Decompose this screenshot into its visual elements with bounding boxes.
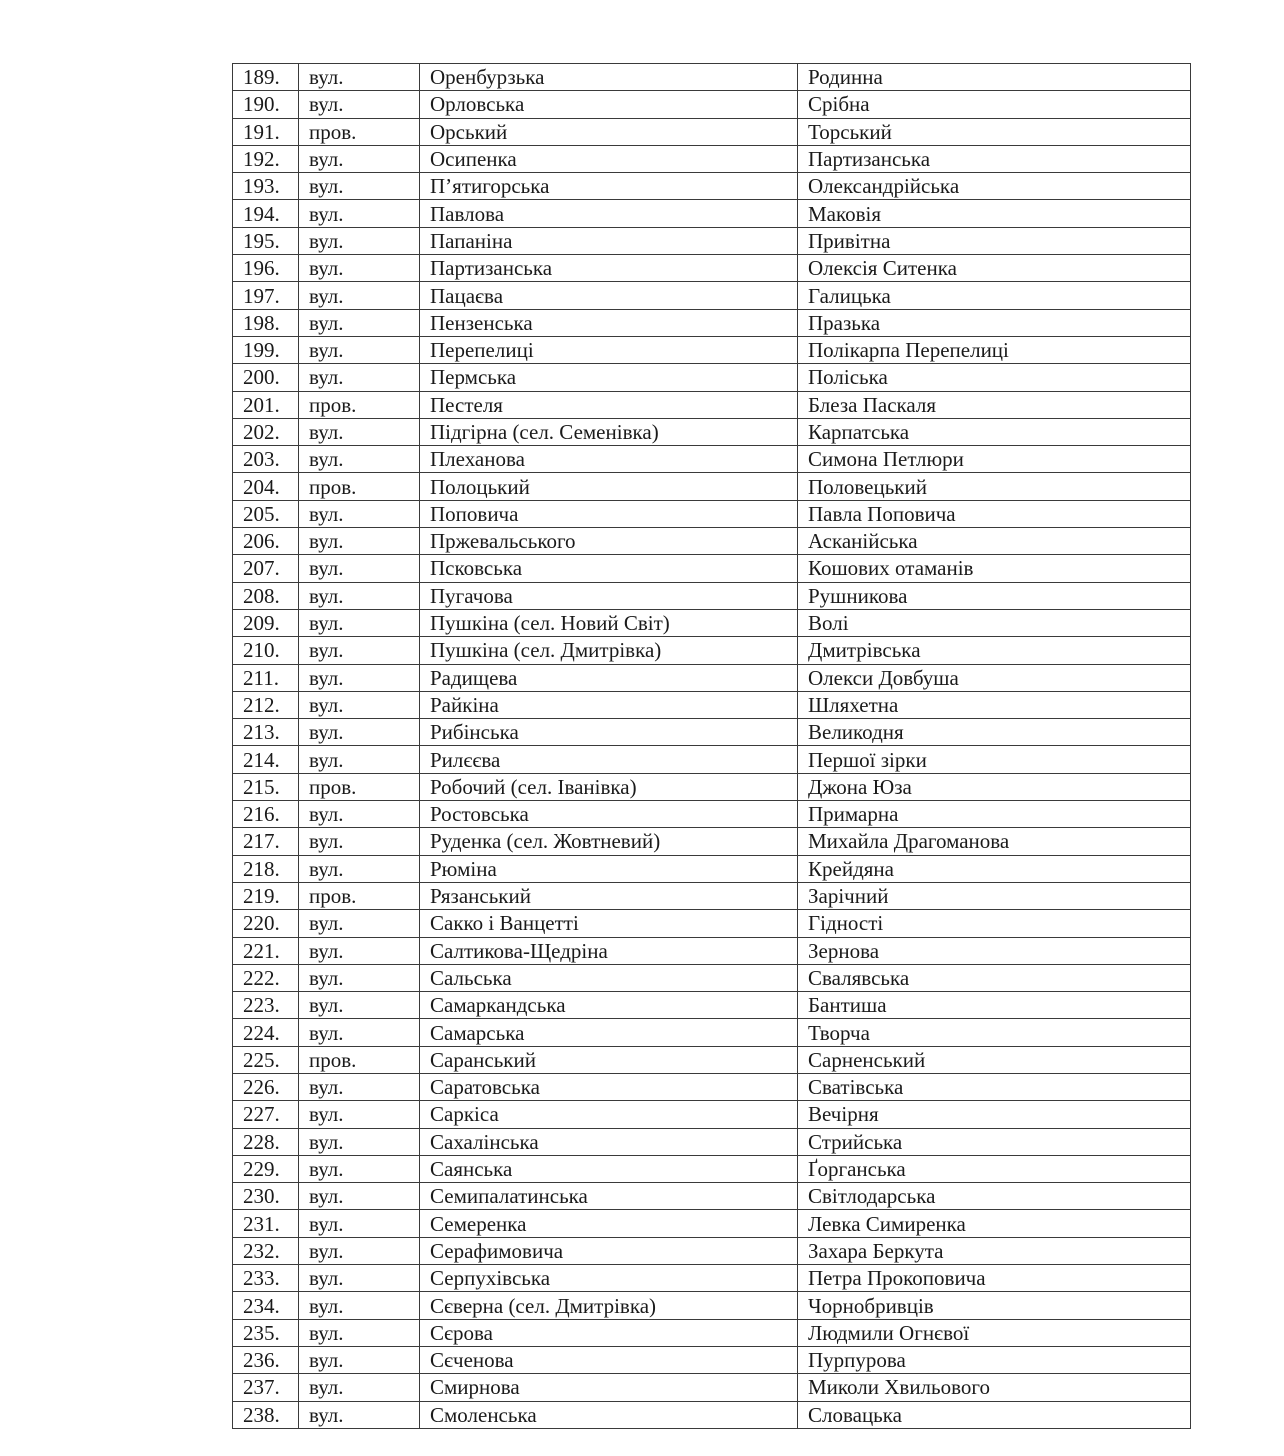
new-street-name-cell: Олексія Ситенка [798, 255, 1191, 282]
old-street-name-cell: Папаніна [420, 227, 798, 254]
new-street-name-cell: Першої зірки [798, 746, 1191, 773]
row-number-cell: 200. [233, 364, 299, 391]
street-type-cell: вул. [299, 609, 420, 636]
row-number-cell: 233. [233, 1265, 299, 1292]
row-number-cell: 189. [233, 64, 299, 91]
new-street-name-cell: Олекси Довбуша [798, 664, 1191, 691]
new-street-name-cell: Празька [798, 309, 1191, 336]
table-row [233, 282, 1191, 309]
row-number-cell: 231. [233, 1210, 299, 1237]
street-type-cell: пров. [299, 1046, 420, 1073]
row-number-cell: 219. [233, 882, 299, 909]
table-row [233, 473, 1191, 500]
new-street-name-cell: Левка Симиренка [798, 1210, 1191, 1237]
old-street-name-cell: Псковська [420, 555, 798, 582]
row-number-cell: 234. [233, 1292, 299, 1319]
row-number-cell: 215. [233, 773, 299, 800]
old-street-name-cell: Пензенська [420, 309, 798, 336]
table-row [233, 746, 1191, 773]
table-row [233, 255, 1191, 282]
row-number-cell: 205. [233, 500, 299, 527]
street-type-cell: вул. [299, 1374, 420, 1401]
old-street-name-cell: Семипалатинська [420, 1183, 798, 1210]
old-street-name-cell: Перепелиці [420, 336, 798, 363]
street-type-cell: вул. [299, 1183, 420, 1210]
street-type-cell: вул. [299, 528, 420, 555]
table-row [233, 64, 1191, 91]
row-number-cell: 197. [233, 282, 299, 309]
new-street-name-cell: Галицька [798, 282, 1191, 309]
table-row [233, 309, 1191, 336]
row-number-cell: 212. [233, 691, 299, 718]
street-type-cell: вул. [299, 500, 420, 527]
street-type-cell: вул. [299, 282, 420, 309]
street-type-cell: вул. [299, 691, 420, 718]
old-street-name-cell: Ростовська [420, 801, 798, 828]
new-street-name-cell: Дмитрівська [798, 637, 1191, 664]
new-street-name-cell: Сарненський [798, 1046, 1191, 1073]
old-street-name-cell: Салтикова-Щедріна [420, 937, 798, 964]
row-number-cell: 206. [233, 528, 299, 555]
old-street-name-cell: Оренбурзька [420, 64, 798, 91]
new-street-name-cell: Партизанська [798, 145, 1191, 172]
table-row [233, 609, 1191, 636]
new-street-name-cell: Петра Прокоповича [798, 1265, 1191, 1292]
row-number-cell: 192. [233, 145, 299, 172]
street-type-cell: вул. [299, 227, 420, 254]
old-street-name-cell: Пермська [420, 364, 798, 391]
street-type-cell: пров. [299, 473, 420, 500]
street-type-cell: вул. [299, 309, 420, 336]
old-street-name-cell: Пушкіна (сел. Новий Світ) [420, 609, 798, 636]
new-street-name-cell: Творча [798, 1019, 1191, 1046]
old-street-name-cell: Підгірна (сел. Семенівка) [420, 418, 798, 445]
new-street-name-cell: Маковія [798, 200, 1191, 227]
old-street-name-cell: Орловська [420, 91, 798, 118]
street-type-cell: вул. [299, 937, 420, 964]
new-street-name-cell: Привітна [798, 227, 1191, 254]
street-type-cell: вул. [299, 1210, 420, 1237]
new-street-name-cell: Захара Беркута [798, 1237, 1191, 1264]
old-street-name-cell: Пацаєва [420, 282, 798, 309]
table-row [233, 1073, 1191, 1100]
old-street-name-cell: Поповича [420, 500, 798, 527]
table-row [233, 964, 1191, 991]
new-street-name-cell: Миколи Хвильового [798, 1374, 1191, 1401]
old-street-name-cell: Смоленська [420, 1401, 798, 1428]
new-street-name-cell: Свалявська [798, 964, 1191, 991]
row-number-cell: 195. [233, 227, 299, 254]
new-street-name-cell: Волі [798, 609, 1191, 636]
old-street-name-cell: Самаркандська [420, 992, 798, 1019]
table-row [233, 937, 1191, 964]
row-number-cell: 232. [233, 1237, 299, 1264]
street-type-cell: вул. [299, 746, 420, 773]
table-row [233, 992, 1191, 1019]
old-street-name-cell: Саратовська [420, 1073, 798, 1100]
table-row [233, 1101, 1191, 1128]
table-row [233, 637, 1191, 664]
new-street-name-cell: Бантиша [798, 992, 1191, 1019]
old-street-name-cell: Самарська [420, 1019, 798, 1046]
old-street-name-cell: Саркіса [420, 1101, 798, 1128]
new-street-name-cell: Вечірня [798, 1101, 1191, 1128]
new-street-name-cell: Крейдяна [798, 855, 1191, 882]
street-type-cell: вул. [299, 637, 420, 664]
street-type-cell: вул. [299, 801, 420, 828]
row-number-cell: 194. [233, 200, 299, 227]
table-row [233, 200, 1191, 227]
row-number-cell: 193. [233, 173, 299, 200]
new-street-name-cell: Родинна [798, 64, 1191, 91]
old-street-name-cell: Пестеля [420, 391, 798, 418]
old-street-name-cell: Сєченова [420, 1346, 798, 1373]
new-street-name-cell: Світлодарська [798, 1183, 1191, 1210]
old-street-name-cell: Руденка (сел. Жовтневий) [420, 828, 798, 855]
row-number-cell: 221. [233, 937, 299, 964]
old-street-name-cell: Пржевальського [420, 528, 798, 555]
row-number-cell: 228. [233, 1128, 299, 1155]
street-type-cell: вул. [299, 1128, 420, 1155]
old-street-name-cell: Пушкіна (сел. Дмитрівка) [420, 637, 798, 664]
street-type-cell: вул. [299, 1319, 420, 1346]
old-street-name-cell: Партизанська [420, 255, 798, 282]
new-street-name-cell: Михайла Драгоманова [798, 828, 1191, 855]
street-type-cell: вул. [299, 145, 420, 172]
row-number-cell: 208. [233, 582, 299, 609]
new-street-name-cell: Примарна [798, 801, 1191, 828]
table-row [233, 1319, 1191, 1346]
row-number-cell: 210. [233, 637, 299, 664]
new-street-name-cell: Зернова [798, 937, 1191, 964]
street-type-cell: вул. [299, 364, 420, 391]
street-type-cell: вул. [299, 1019, 420, 1046]
row-number-cell: 217. [233, 828, 299, 855]
table-row [233, 910, 1191, 937]
table-row [233, 801, 1191, 828]
new-street-name-cell: Кошових отаманів [798, 555, 1191, 582]
row-number-cell: 226. [233, 1073, 299, 1100]
table-row [233, 91, 1191, 118]
street-type-cell: вул. [299, 91, 420, 118]
new-street-name-cell: Павла Поповича [798, 500, 1191, 527]
table-row [233, 719, 1191, 746]
table-row [233, 773, 1191, 800]
street-type-cell: пров. [299, 391, 420, 418]
new-street-name-cell: Зарічний [798, 882, 1191, 909]
street-type-cell: пров. [299, 882, 420, 909]
new-street-name-cell: Асканійська [798, 528, 1191, 555]
new-street-name-cell: Блеза Паскаля [798, 391, 1191, 418]
table-row [233, 391, 1191, 418]
table-row [233, 173, 1191, 200]
table-row [233, 1155, 1191, 1182]
new-street-name-cell: Симона Петлюри [798, 446, 1191, 473]
street-type-cell: вул. [299, 255, 420, 282]
old-street-name-cell: Осипенка [420, 145, 798, 172]
street-type-cell: вул. [299, 64, 420, 91]
old-street-name-cell: Полоцький [420, 473, 798, 500]
new-street-name-cell: Торський [798, 118, 1191, 145]
new-street-name-cell: Сватівська [798, 1073, 1191, 1100]
new-street-name-cell: Пурпурова [798, 1346, 1191, 1373]
old-street-name-cell: Серафимовича [420, 1237, 798, 1264]
new-street-name-cell: Срібна [798, 91, 1191, 118]
old-street-name-cell: Рибінська [420, 719, 798, 746]
old-street-name-cell: Пугачова [420, 582, 798, 609]
new-street-name-cell: Олександрійська [798, 173, 1191, 200]
new-street-name-cell: Джона Юза [798, 773, 1191, 800]
table-row [233, 1292, 1191, 1319]
old-street-name-cell: Смирнова [420, 1374, 798, 1401]
old-street-name-cell: Робочий (сел. Іванівка) [420, 773, 798, 800]
row-number-cell: 207. [233, 555, 299, 582]
old-street-name-cell: П’ятигорська [420, 173, 798, 200]
new-street-name-cell: Словацька [798, 1401, 1191, 1428]
table-row [233, 418, 1191, 445]
old-street-name-cell: Сєверна (сел. Дмитрівка) [420, 1292, 798, 1319]
old-street-name-cell: Сакко і Ванцетті [420, 910, 798, 937]
row-number-cell: 199. [233, 336, 299, 363]
table-row [233, 1265, 1191, 1292]
new-street-name-cell: Поліська [798, 364, 1191, 391]
street-type-cell: вул. [299, 582, 420, 609]
old-street-name-cell: Рязанський [420, 882, 798, 909]
street-type-cell: вул. [299, 418, 420, 445]
new-street-name-cell: Стрийська [798, 1128, 1191, 1155]
old-street-name-cell: Рюміна [420, 855, 798, 882]
street-type-cell: вул. [299, 1265, 420, 1292]
row-number-cell: 235. [233, 1319, 299, 1346]
street-type-cell: вул. [299, 719, 420, 746]
old-street-name-cell: Семеренка [420, 1210, 798, 1237]
street-type-cell: вул. [299, 200, 420, 227]
table-row [233, 1237, 1191, 1264]
new-street-name-cell: Ґорганська [798, 1155, 1191, 1182]
street-type-cell: вул. [299, 1292, 420, 1319]
street-type-cell: вул. [299, 555, 420, 582]
row-number-cell: 204. [233, 473, 299, 500]
street-type-cell: вул. [299, 1401, 420, 1428]
old-street-name-cell: Павлова [420, 200, 798, 227]
new-street-name-cell: Гідності [798, 910, 1191, 937]
table-row [233, 336, 1191, 363]
old-street-name-cell: Сєрова [420, 1319, 798, 1346]
old-street-name-cell: Серпухівська [420, 1265, 798, 1292]
table-body [233, 64, 1191, 1429]
row-number-cell: 229. [233, 1155, 299, 1182]
old-street-name-cell: Плеханова [420, 446, 798, 473]
row-number-cell: 198. [233, 309, 299, 336]
table-row [233, 582, 1191, 609]
row-number-cell: 218. [233, 855, 299, 882]
table-row [233, 528, 1191, 555]
new-street-name-cell: Рушникова [798, 582, 1191, 609]
table-row [233, 446, 1191, 473]
old-street-name-cell: Сальська [420, 964, 798, 991]
row-number-cell: 211. [233, 664, 299, 691]
row-number-cell: 216. [233, 801, 299, 828]
table-row [233, 364, 1191, 391]
new-street-name-cell: Половецький [798, 473, 1191, 500]
table-row [233, 1401, 1191, 1428]
table-row [233, 227, 1191, 254]
table-row [233, 1346, 1191, 1373]
row-number-cell: 223. [233, 992, 299, 1019]
row-number-cell: 224. [233, 1019, 299, 1046]
row-number-cell: 220. [233, 910, 299, 937]
table-row [233, 664, 1191, 691]
row-number-cell: 214. [233, 746, 299, 773]
table-row [233, 855, 1191, 882]
street-type-cell: вул. [299, 964, 420, 991]
old-street-name-cell: Радищева [420, 664, 798, 691]
table-row [233, 500, 1191, 527]
row-number-cell: 227. [233, 1101, 299, 1128]
table-row [233, 118, 1191, 145]
street-type-cell: вул. [299, 173, 420, 200]
old-street-name-cell: Сахалінська [420, 1128, 798, 1155]
new-street-name-cell: Шляхетна [798, 691, 1191, 718]
row-number-cell: 209. [233, 609, 299, 636]
table-row [233, 1046, 1191, 1073]
street-type-cell: вул. [299, 828, 420, 855]
table-row [233, 1183, 1191, 1210]
old-street-name-cell: Орський [420, 118, 798, 145]
row-number-cell: 201. [233, 391, 299, 418]
row-number-cell: 190. [233, 91, 299, 118]
row-number-cell: 196. [233, 255, 299, 282]
table-row [233, 1210, 1191, 1237]
table-row [233, 691, 1191, 718]
old-street-name-cell: Рилєєва [420, 746, 798, 773]
street-type-cell: вул. [299, 1073, 420, 1100]
street-type-cell: пров. [299, 118, 420, 145]
table-row [233, 1128, 1191, 1155]
street-type-cell: вул. [299, 1346, 420, 1373]
street-type-cell: вул. [299, 1101, 420, 1128]
table-row [233, 828, 1191, 855]
street-type-cell: вул. [299, 1155, 420, 1182]
street-type-cell: вул. [299, 336, 420, 363]
old-street-name-cell: Райкіна [420, 691, 798, 718]
new-street-name-cell: Людмили Огнєвої [798, 1319, 1191, 1346]
street-type-cell: пров. [299, 773, 420, 800]
street-type-cell: вул. [299, 910, 420, 937]
new-street-name-cell: Чорнобривців [798, 1292, 1191, 1319]
old-street-name-cell: Саранський [420, 1046, 798, 1073]
old-street-name-cell: Саянська [420, 1155, 798, 1182]
row-number-cell: 202. [233, 418, 299, 445]
row-number-cell: 203. [233, 446, 299, 473]
row-number-cell: 191. [233, 118, 299, 145]
row-number-cell: 230. [233, 1183, 299, 1210]
street-type-cell: вул. [299, 446, 420, 473]
row-number-cell: 237. [233, 1374, 299, 1401]
table-row [233, 1374, 1191, 1401]
table-row [233, 145, 1191, 172]
row-number-cell: 238. [233, 1401, 299, 1428]
street-type-cell: вул. [299, 855, 420, 882]
row-number-cell: 236. [233, 1346, 299, 1373]
street-rename-table [232, 63, 1191, 1429]
row-number-cell: 225. [233, 1046, 299, 1073]
row-number-cell: 213. [233, 719, 299, 746]
table-row [233, 555, 1191, 582]
street-type-cell: вул. [299, 664, 420, 691]
table-row [233, 1019, 1191, 1046]
table-row [233, 882, 1191, 909]
row-number-cell: 222. [233, 964, 299, 991]
new-street-name-cell: Великодня [798, 719, 1191, 746]
street-type-cell: вул. [299, 992, 420, 1019]
new-street-name-cell: Полікарпа Перепелиці [798, 336, 1191, 363]
street-type-cell: вул. [299, 1237, 420, 1264]
new-street-name-cell: Карпатська [798, 418, 1191, 445]
